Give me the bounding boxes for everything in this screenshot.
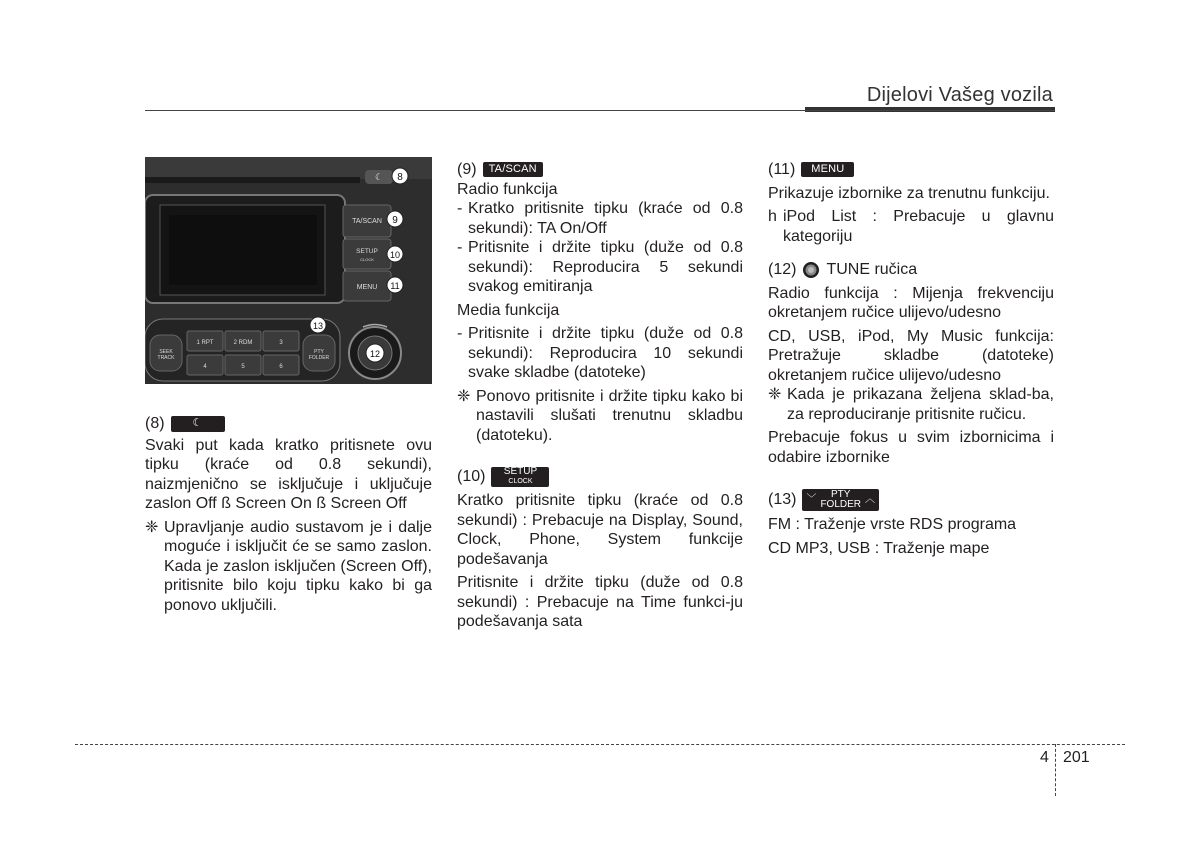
footer-divider [75, 744, 1125, 745]
media-long-press: Pritisnite i držite tipku (duže od 0.8 sekundi): Reproducira 10 sekundi svake skladbe (datoteke) [468, 325, 743, 381]
ta-scan-badge: TA/SCAN [483, 162, 543, 177]
note-symbol: ❈ [457, 387, 471, 405]
callout-13: 13 [312, 321, 324, 331]
setup-badge-top: SETUP [503, 466, 538, 477]
item-11-description: Prikazuje izbornike za trenutnu funkciju. [768, 184, 1050, 202]
dash-marker: - [457, 200, 463, 217]
menu-badge: MENU [801, 162, 854, 177]
page-number: 201 [1063, 749, 1090, 766]
preset-6-label: 6 [279, 364, 283, 370]
seek-label: SEEK [159, 349, 173, 355]
item-8-description: Svaki put kada kratko pritisnete ovu tipku (kraće od 0.8 sekundi), naizmjenično se isključuje i uključuje zaslon Off ß Screen On ß Screen Off [145, 436, 432, 512]
callout-12: 12 [369, 349, 381, 359]
item-8-number: (8) [145, 415, 165, 432]
item-13-fm: FM : Traženje vrste RDS programa [768, 516, 1017, 533]
chapter-number: 4 [1040, 749, 1049, 766]
column-3 [768, 160, 1054, 558]
pty-badge-bottom: FOLDER [820, 499, 862, 510]
preset-3-label: 3 [279, 340, 283, 346]
setup-badge-bottom: CLOCK [508, 478, 533, 485]
setup-label: SETUP [356, 248, 378, 255]
preset-4-label: 4 [203, 364, 207, 370]
item-13-cd: CD MP3, USB : Traženje mape [768, 539, 990, 557]
chevron-down-icon: ﹀ [806, 494, 817, 506]
note-symbol: ❈ [145, 518, 159, 536]
pty-badge-top: PTY [831, 489, 851, 500]
radio-function-heading: Radio funkcija [457, 180, 558, 198]
folder-label: FOLDER [308, 355, 330, 361]
knob-icon [802, 261, 820, 279]
dash-marker: - [457, 325, 463, 342]
audio-unit-figure [145, 157, 432, 384]
moon-icon: ☾ [171, 416, 225, 432]
item-12-radio: Radio funkcija : Mijenja frekvenciju okretanjem ručice ulijevo/udesno [768, 284, 1054, 321]
item-8-note: Upravljanje audio sustavom je i dalje moguće i isključit će se samo zaslon. Kada je zaslon isključen (Screen Off), pritisnite bilo koju tipku kako bi ga ponovo uključili. [164, 518, 432, 614]
item-9-note: Ponovo pritisnite i držite tipku kako bi nastavili slušati trenutnu skladbu (datoteku). [476, 387, 743, 444]
callout-9: 9 [392, 215, 398, 226]
chevron-up-icon: ︿ [865, 494, 876, 506]
item-10-short-press: Kratko pritisnite tipku (kraće od 0.8 sekundi) : Prebacuje na Display, Sound, Clock, Phone, System funkcije podešavanja [457, 492, 743, 568]
preset-2-label: 2 RDM [233, 340, 253, 346]
item-12-note: Kada je prikazana željena sklad-ba, za reproduciranje pritisnite ručicu. [787, 386, 1054, 423]
preset-5-label: 5 [241, 364, 245, 370]
header-divider [145, 110, 1055, 111]
item-9-number: (9) [457, 161, 477, 178]
media-function-heading: Media funkcija [457, 301, 560, 319]
footer-vertical-divider [1055, 744, 1056, 796]
item-12-focus: Prebacuje fokus u svim izbornicima i odabire izbornike [768, 429, 1054, 466]
clock-label: CLOCK [360, 257, 374, 262]
ta-scan-label: TA/SCAN [352, 218, 382, 225]
item-10-long-press: Pritisnite i držite tipku (duže od 0.8 sekundi) : Prebacuje na Time funkci-ju podešavanja sata [457, 574, 743, 630]
item-11-ipod-list: iPod List : Prebacuje u glavnu kategoriju [783, 208, 1054, 245]
callout-8: 8 [397, 172, 403, 183]
track-label: TRACK [157, 355, 175, 361]
h-marker: h [768, 208, 777, 225]
radio-short-press: Kratko pritisnite tipku (kraće od 0.8 sekundi): TA On/Off [468, 200, 743, 237]
callout-11: 11 [390, 281, 400, 291]
callout-10: 10 [389, 250, 401, 260]
page-section-title: Dijelovi Vašeg vozila [866, 84, 1053, 106]
svg-text:☾: ☾ [374, 172, 384, 182]
item-12-media: CD, USB, iPod, My Music funkcija: Pretražuje skladbe (datoteke) okretanjem ručice ulijevo/udesno [768, 327, 1054, 384]
pty-label: PTY [314, 349, 324, 355]
item-10-number: (10) [457, 468, 486, 486]
pty-folder-badge [802, 489, 879, 511]
item-11-number: (11) [768, 161, 796, 178]
menu-label: MENU [356, 284, 378, 291]
column-2 [457, 160, 743, 632]
dash-marker: - [457, 239, 463, 256]
column-1 [145, 414, 432, 615]
item-12-number: (12) [768, 261, 797, 278]
item-13-number: (13) [768, 491, 797, 509]
item-12-label: TUNE ručica [826, 261, 918, 278]
note-symbol: ❈ [768, 386, 782, 403]
preset-1-label: 1 RPT [196, 340, 214, 346]
setup-clock-badge [491, 467, 549, 487]
radio-long-press: Pritisnite i držite tipku (duže od 0.8 sekundi): Reproducira 5 sekundi svakog emitiranja [468, 239, 743, 295]
